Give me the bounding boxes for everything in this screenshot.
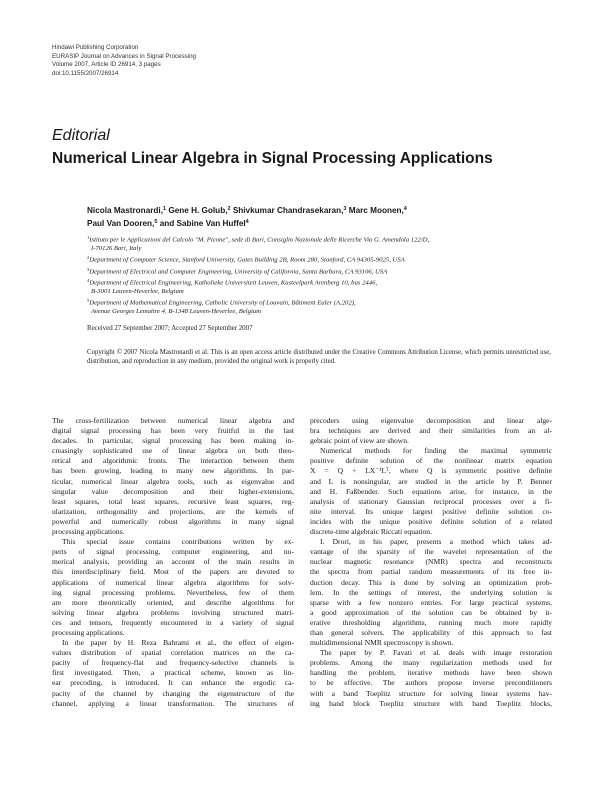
author-name: Nicola Mastronardi, [87,206,163,215]
text-line: the spectra from partial random measurements of its free in- [310,567,552,577]
text-line: incides with the unique positive definite solution of a related [310,516,552,526]
text-line: duction decay. This is done by solving an optimization prob- [310,577,552,587]
text-line: a good approximation of the solution can be obtained by it- [310,607,552,617]
journal-masthead [52,44,196,78]
text-line: processing applications. [52,627,125,637]
affiliation-text: Department of Electrical Engineering, Katholieke Universiteit Leuven, Kasteelpark Arenberg 10, bus 2446, [89,279,378,287]
text-line: than general solvers. The applicability of this approach to fast [310,627,552,637]
paragraph [52,638,294,709]
paragraph [52,416,294,537]
text-line: pacity of frequency-flat and frequency-selective channels is [52,658,294,668]
affiliation-line [87,297,527,308]
text-line: gebraic point of view are shown. [310,436,409,446]
affiliation-line [87,254,527,265]
author-affiliation-mark: 5 [154,218,158,225]
text-line: ing band block Toeplitz structure with band Toeplitz blocks, [310,698,552,708]
affiliation-mark: 5 [87,298,90,304]
text-line: and L is nonsingular, are studied in the article by P. Benner [310,476,552,486]
body-column-right [310,416,552,709]
body-column-left [52,416,294,709]
affiliation-line [87,234,527,245]
author-name: Gene H. Golub, [168,206,228,215]
text-line: values distribution of spatial correlation matrices on the ca- [52,648,294,658]
text-line: singular value decomposition and their higher-extensions, [52,486,294,496]
affiliation-text: I-70126 Bari, Italy [91,245,142,253]
text-line: channel, applying a linear transformation. The structures of [52,698,294,708]
volume-info: Volume 2007, Article ID 26914, 3 pages [52,61,161,69]
author-line [87,217,507,230]
paragraph [310,416,552,446]
text-line: digital signal processing has been very fruitful in the last [52,426,294,436]
text-line: vantage of the sparsity of the wavelet representation of the [310,547,552,557]
text-line: ces and tensors, frequently encountered in a variety of signal [52,617,294,627]
text-line: retical and algorithmic fronts. The interaction between them [52,456,294,466]
text-line: with a band Toeplitz structure for solving linear systems hav- [310,688,552,698]
affiliation-mark: 4 [87,277,90,283]
text-line: In the paper by H. Reza Bahrami et al., the effect of eigen- [62,638,294,648]
text-line: X = Q + LX⁻¹Lᵀ, where Q is symmetric positive definite [310,466,552,476]
affiliation-line [87,277,527,288]
affiliation-list [87,234,527,317]
affiliation-text: B-3001 Leuven-Heverlee, Belgium [91,288,184,296]
text-line: to be effective. The authors propose inverse preconditioners [310,678,552,688]
text-line: this interdisciplinary field. Most of the papers are devoted to [52,567,294,577]
text-line: and H. Faßbender. Such equations arise, for instance, in the [310,486,552,496]
affiliation-mark: 3 [87,266,90,272]
author-affiliation-mark: 4 [403,206,407,212]
text-line: handling the problem, iterative methods have been shown [310,668,552,678]
received-accepted-dates: Received 27 September 2007; Accepted 27 September 2007 [87,325,253,332]
text-line: solving linear algebra problems involving structured matri- [52,607,294,617]
text-line: bra techniques are derived and their similarities from an al- [310,426,552,436]
text-line: precoders using eigenvalue decomposition and linear alge- [310,416,552,425]
publisher-name: Hindawi Publishing Corporation [52,44,139,51]
author-affiliation-mark: 3 [343,206,347,212]
text-line: Numerical methods for finding the maximal symmetric [320,446,552,456]
affiliation-line [87,308,527,317]
affiliation-mark: 2 [87,255,90,261]
author-name: Paul Van Dooren, [87,218,155,228]
article-title: Numerical Linear Algebra in Signal Processing Applications [52,150,493,167]
text-line: nuclear magnetic resonance (NMR) spectra and reconstructs [310,557,552,567]
author-affiliation-mark: 2 [227,206,231,212]
text-line: ear precoding, is introduced. It can enhance the ergodic ca- [52,678,294,688]
text-line: problems. Among the many regularization methods used for [310,658,552,668]
text-line: least squares, total least squares, recursive least squares, reg- [52,496,294,506]
doi: doi:10.1155/2007/26914 [52,69,119,77]
text-line: multidimensional NMR spectroscopy is shown. [310,638,454,648]
text-line: applications of numerical linear algebra algorithms for solv- [52,577,294,587]
text-line: first investigated. Then, a practical scheme, known as lin- [52,668,294,678]
text-line: pacity of the channel by changing the eigenstructure of the [52,688,294,698]
text-line: ing signal processing problems. Nevertheless, few of them [52,587,294,597]
affiliation-line [87,245,527,254]
text-line: positive definite solution of the nonlinear matrix equation [310,456,552,466]
affiliation-mark: 1 [87,235,90,240]
paragraph [310,446,552,537]
text-line: ularization, orthogonality and projections, are the kernels of [52,506,294,516]
text-line: The cross-fertilization between numerical linear algebra and [52,416,294,425]
author-list [87,204,507,229]
text-line: This special issue contains contributions written by ex- [62,537,294,547]
text-line: powerful and numerically robust algorithms in many signal [52,516,294,526]
author-affiliation-mark: 1 [162,206,167,212]
paragraph [310,648,552,709]
affiliation-text: Department of Mathematical Engineering, Catholic University of Louvain, Bâtiment Euler (A.202), [89,299,356,307]
text-line: discrete-time algebraic Riccati equation. [310,527,432,537]
journal-name: EURASIP Journal on Advances in Signal Processing [52,52,196,60]
paragraph [310,537,552,648]
text-line: lem. In the settings of interest, the underlying solution is [310,587,552,597]
text-line: The paper by P. Favati et al. deals with image restoration [320,648,552,658]
paragraph [52,537,294,638]
text-line: processing applications. [52,527,125,537]
text-line: creasingly sophisticated use of linear algebra on both theo- [52,446,294,456]
affiliation-line [87,266,527,277]
author-affiliation-mark: 4 [245,218,249,225]
author-line [87,204,507,217]
text-line: erative thresholding algorithms, running much more rapidly [310,617,552,627]
author-name: Shivkumar Chandrasekaran, [232,206,344,215]
text-line: nite interval. Its unique largest positive definite solution co- [310,506,552,516]
text-line: ticular, numerical linear algebra tools, such as eigenvalue and [52,476,294,486]
affiliation-text: Department of Electrical and Computer Engineering, University of California, Santa Barbara, CA 93106, USA [89,268,388,276]
text-line: decades. In particular, signal processing has been making in- [52,436,294,446]
text-line: perts of signal processing, computer engineering, and nu- [52,547,294,557]
text-line: merical analysis, providing an account of the main results in [52,557,294,567]
affiliation-text: Department of Computer Science, Stanford University, Gates Building 2B, Room 280, Stanford, CA 94305-9025, USA [89,256,405,264]
text-line: I. Drori, in his paper, presents a method which takes ad- [320,537,552,547]
affiliation-text: Istituto per le Applicazioni del Calcolo "M. Picone", sede di Bari, Consiglio Nazionale delle Ricerche Via G. Amendola 122/D, [89,236,430,244]
author-name: and Sabine Van Huffel [159,218,246,228]
text-line: sparse with a few nonzero entries. For large practical systems, [310,597,552,607]
affiliation-text: Avenue Georges Lemaitre 4, B-1348 Leuven-Heverlee, Belgium [91,308,261,316]
text-line: analysis of stationary Gaussian reciprocal processes over a fi- [310,496,552,506]
text-line: are more theoretically oriented, and describe algorithms for [52,597,294,607]
text-line: has been growing, leading to many new algorithms. In par- [52,466,294,476]
affiliation-line [87,288,527,297]
copyright-notice: Copyright © 2007 Nicola Mastronardi et al. This is an open access article distributed under the Creative Commons Attribution License, which permits unrestricted use, distribution, and reproduction in any medium, provided the original work is properly cited. [87,349,551,366]
article-kind: Editorial [52,127,110,144]
author-name: Marc Moonen, [348,206,404,215]
